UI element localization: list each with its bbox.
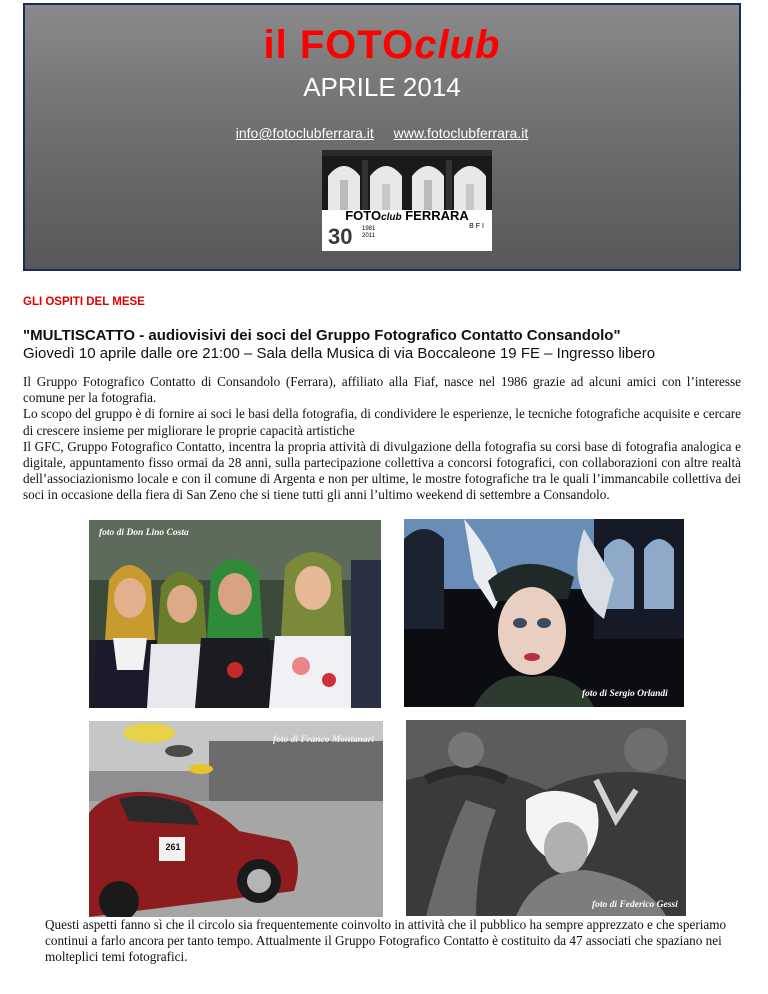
club-logo: [322, 150, 492, 251]
paragraph: Il Gruppo Fotografico Contatto di Consandolo (Ferrara), affiliato alla Fiaf, nasce nel 1986 grazie ad alcuni amici con l’interesse comune per la fotografia.: [23, 374, 741, 406]
logo-anniversary-number: 30: [328, 224, 353, 249]
photo-credit: foto di Federico Gessi: [592, 900, 678, 910]
section-label: GLI OSPITI DEL MESE: [23, 296, 145, 308]
photo-vintage-car: [89, 721, 383, 917]
photo-folk-costumes: [89, 520, 381, 708]
photo-tree-climber: [406, 720, 686, 916]
newsletter-title: il FOTOclub: [263, 23, 501, 67]
cloister-arches-graphic: [322, 150, 492, 210]
contact-links: [25, 125, 739, 141]
newsletter-header: [23, 3, 741, 271]
logo-bfi-mark: BFI: [469, 223, 486, 230]
photo-carnival-mask: [404, 519, 684, 707]
paragraph: Lo scopo del gruppo è di fornire ai soci le basi della fotografia, di condividere le esperienze, le tecniche fotografiche acquisite e cercare di crescere insieme per migliorare le proprie capacità artistiche: [23, 406, 741, 438]
photo-credit: foto di Don Lino Costa: [99, 528, 189, 538]
event-title: "MULTISCATTO - audiovisivi dei soci del Gruppo Fotografico Contatto Consandolo": [23, 327, 621, 344]
photo-credit: foto di Sergio Orlandi: [582, 689, 668, 699]
email-link[interactable]: info@fotoclubferrara.it: [235, 125, 374, 141]
article-body: [23, 374, 741, 504]
closing-paragraph: Questi aspetti fanno sì che il circolo sia frequentemente coinvolto in attività che il pubblico ha sempre apprezzato e che speriamo continui a farlo ancora per tanto tempo. Attualmente il Gruppo Fotografico Contatto è costituito da 47 associati che spaziano nei molteplici temi fotografici.: [45, 917, 727, 965]
race-number: 261: [165, 842, 181, 852]
issue-month: APRILE 2014: [303, 72, 461, 102]
paragraph: Il GFC, Gruppo Fotografico Contatto, incentra la propria attività di divulgazione della fotografia su corsi base di fotografia analogica e digitale, appuntamento fisso ormai da 28 anni, sulla partecipazione collettiva a concorsi fotografici, con collaborazioni con altre realtà dell’associazionismo locale e con il comune di Argenta e non per ultime, le mostre fotografiche tra le quali l’immancabile collettiva dei soci in occasione della fiera di San Zeno che si tiene tutti gli anni l’ultimo weekend di settembre a Consandolo.: [23, 438, 741, 503]
logo-club-name: FOTOclub FERRARA: [345, 208, 469, 223]
website-link[interactable]: www.fotoclubferrara.it: [393, 125, 529, 141]
logo-years: 1981 2011: [362, 226, 376, 239]
photo-credit: foto di Franco Montanari: [273, 735, 375, 745]
event-date-venue: Giovedì 10 aprile dalle ore 21:00 – Sala della Musica di via Boccaleone 19 FE – Ingresso libero: [23, 345, 656, 362]
